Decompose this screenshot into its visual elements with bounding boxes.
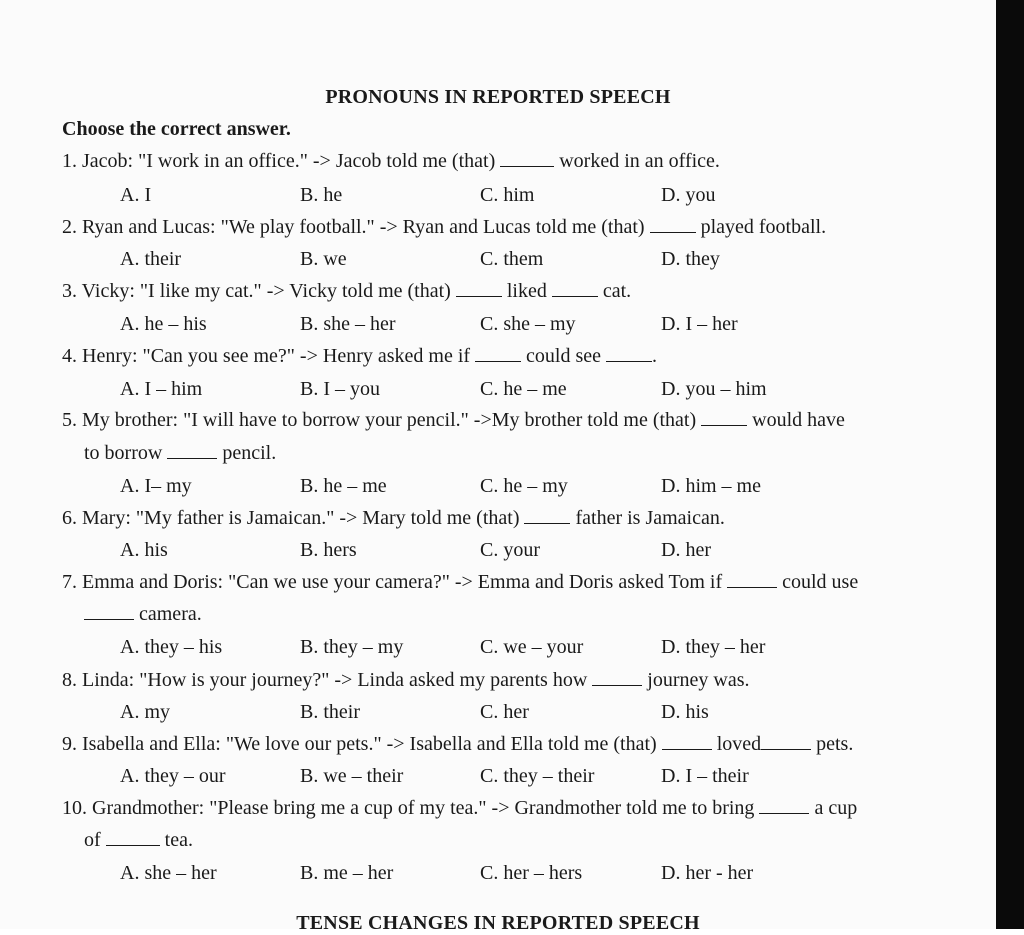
option-a[interactable]: A. I xyxy=(120,184,152,206)
answer-blank[interactable] xyxy=(761,735,811,750)
next-section-heading: TENSE CHANGES IN REPORTED SPEECH xyxy=(296,912,700,934)
option-b[interactable]: B. we – their xyxy=(300,765,404,787)
option-c[interactable]: C. him xyxy=(480,184,535,206)
dark-edge xyxy=(996,0,1024,929)
option-d[interactable]: D. her xyxy=(661,539,711,561)
option-d[interactable]: D. you – him xyxy=(661,378,767,400)
answer-blank[interactable] xyxy=(701,411,747,426)
answer-blank[interactable] xyxy=(606,347,652,362)
answer-blank[interactable] xyxy=(167,444,217,459)
option-c[interactable]: C. your xyxy=(480,539,540,561)
question-4: 4. Henry: "Can you see me?" -> Henry asked me if could see . xyxy=(62,345,658,367)
question-5-continuation: to borrow pencil. xyxy=(84,442,277,464)
option-c[interactable]: C. her – hers xyxy=(480,862,583,884)
option-c[interactable]: C. her xyxy=(480,701,529,723)
option-d[interactable]: D. I – their xyxy=(661,765,749,787)
answer-blank[interactable] xyxy=(592,671,642,686)
option-c[interactable]: C. they – their xyxy=(480,765,595,787)
option-d[interactable]: D. him – me xyxy=(661,475,761,497)
option-a[interactable]: A. she – her xyxy=(120,862,217,884)
option-b[interactable]: B. he – me xyxy=(300,475,387,497)
option-b[interactable]: B. we xyxy=(300,248,347,270)
option-b[interactable]: B. they – my xyxy=(300,636,404,658)
instruction: Choose the correct answer. xyxy=(62,118,291,140)
option-d[interactable]: D. they – her xyxy=(661,636,766,658)
question-10-continuation: of tea. xyxy=(84,829,193,851)
question-3: 3. Vicky: "I like my cat." -> Vicky told me (that) liked cat. xyxy=(62,280,632,302)
question-1: 1. Jacob: "I work in an office." -> Jacob told me (that) worked in an office. xyxy=(62,150,720,172)
option-b[interactable]: B. he xyxy=(300,184,343,206)
option-b[interactable]: B. their xyxy=(300,701,360,723)
option-c[interactable]: C. them xyxy=(480,248,544,270)
option-d[interactable]: D. his xyxy=(661,701,709,723)
question-9: 9. Isabella and Ella: "We love our pets." -> Isabella and Ella told me (that) loved pets. xyxy=(62,733,854,755)
answer-blank[interactable] xyxy=(500,152,554,167)
option-c[interactable]: C. he – my xyxy=(480,475,568,497)
answer-blank[interactable] xyxy=(662,735,712,750)
option-a[interactable]: A. his xyxy=(120,539,168,561)
option-b[interactable]: B. me – her xyxy=(300,862,394,884)
option-d[interactable]: D. her - her xyxy=(661,862,754,884)
answer-blank[interactable] xyxy=(106,831,160,846)
answer-blank[interactable] xyxy=(475,347,521,362)
option-c[interactable]: C. she – my xyxy=(480,313,576,335)
option-d[interactable]: D. I – her xyxy=(661,313,738,335)
question-5: 5. My brother: "I will have to borrow your pencil." ->My brother told me (that) would have xyxy=(62,409,845,431)
question-6: 6. Mary: "My father is Jamaican." -> Mary told me (that) father is Jamaican. xyxy=(62,507,725,529)
option-d[interactable]: D. they xyxy=(661,248,720,270)
answer-blank[interactable] xyxy=(650,218,696,233)
option-a[interactable]: A. I– my xyxy=(120,475,192,497)
option-b[interactable]: B. hers xyxy=(300,539,357,561)
option-a[interactable]: A. my xyxy=(120,701,170,723)
question-8: 8. Linda: "How is your journey?" -> Linda asked my parents how journey was. xyxy=(62,669,750,691)
answer-blank[interactable] xyxy=(552,282,598,297)
option-b[interactable]: B. I – you xyxy=(300,378,380,400)
option-a[interactable]: A. they – his xyxy=(120,636,223,658)
answer-blank[interactable] xyxy=(456,282,502,297)
question-2: 2. Ryan and Lucas: "We play football." -> Ryan and Lucas told me (that) played football. xyxy=(62,216,827,238)
page-title: PRONOUNS IN REPORTED SPEECH xyxy=(325,86,671,108)
answer-blank[interactable] xyxy=(524,509,570,524)
option-a[interactable]: A. I – him xyxy=(120,378,203,400)
option-a[interactable]: A. they – our xyxy=(120,765,226,787)
option-c[interactable]: C. we – your xyxy=(480,636,584,658)
option-c[interactable]: C. he – me xyxy=(480,378,567,400)
question-7: 7. Emma and Doris: "Can we use your camera?" -> Emma and Doris asked Tom if could use xyxy=(62,571,859,593)
answer-blank[interactable] xyxy=(759,799,809,814)
answer-blank[interactable] xyxy=(727,573,777,588)
option-b[interactable]: B. she – her xyxy=(300,313,396,335)
option-a[interactable]: A. their xyxy=(120,248,182,270)
question-10: 10. Grandmother: "Please bring me a cup of my tea." -> Grandmother told me to bring a cup xyxy=(62,797,858,819)
answer-blank[interactable] xyxy=(84,605,134,620)
option-d[interactable]: D. you xyxy=(661,184,716,206)
option-a[interactable]: A. he – his xyxy=(120,313,207,335)
question-7-continuation: camera. xyxy=(84,603,202,626)
